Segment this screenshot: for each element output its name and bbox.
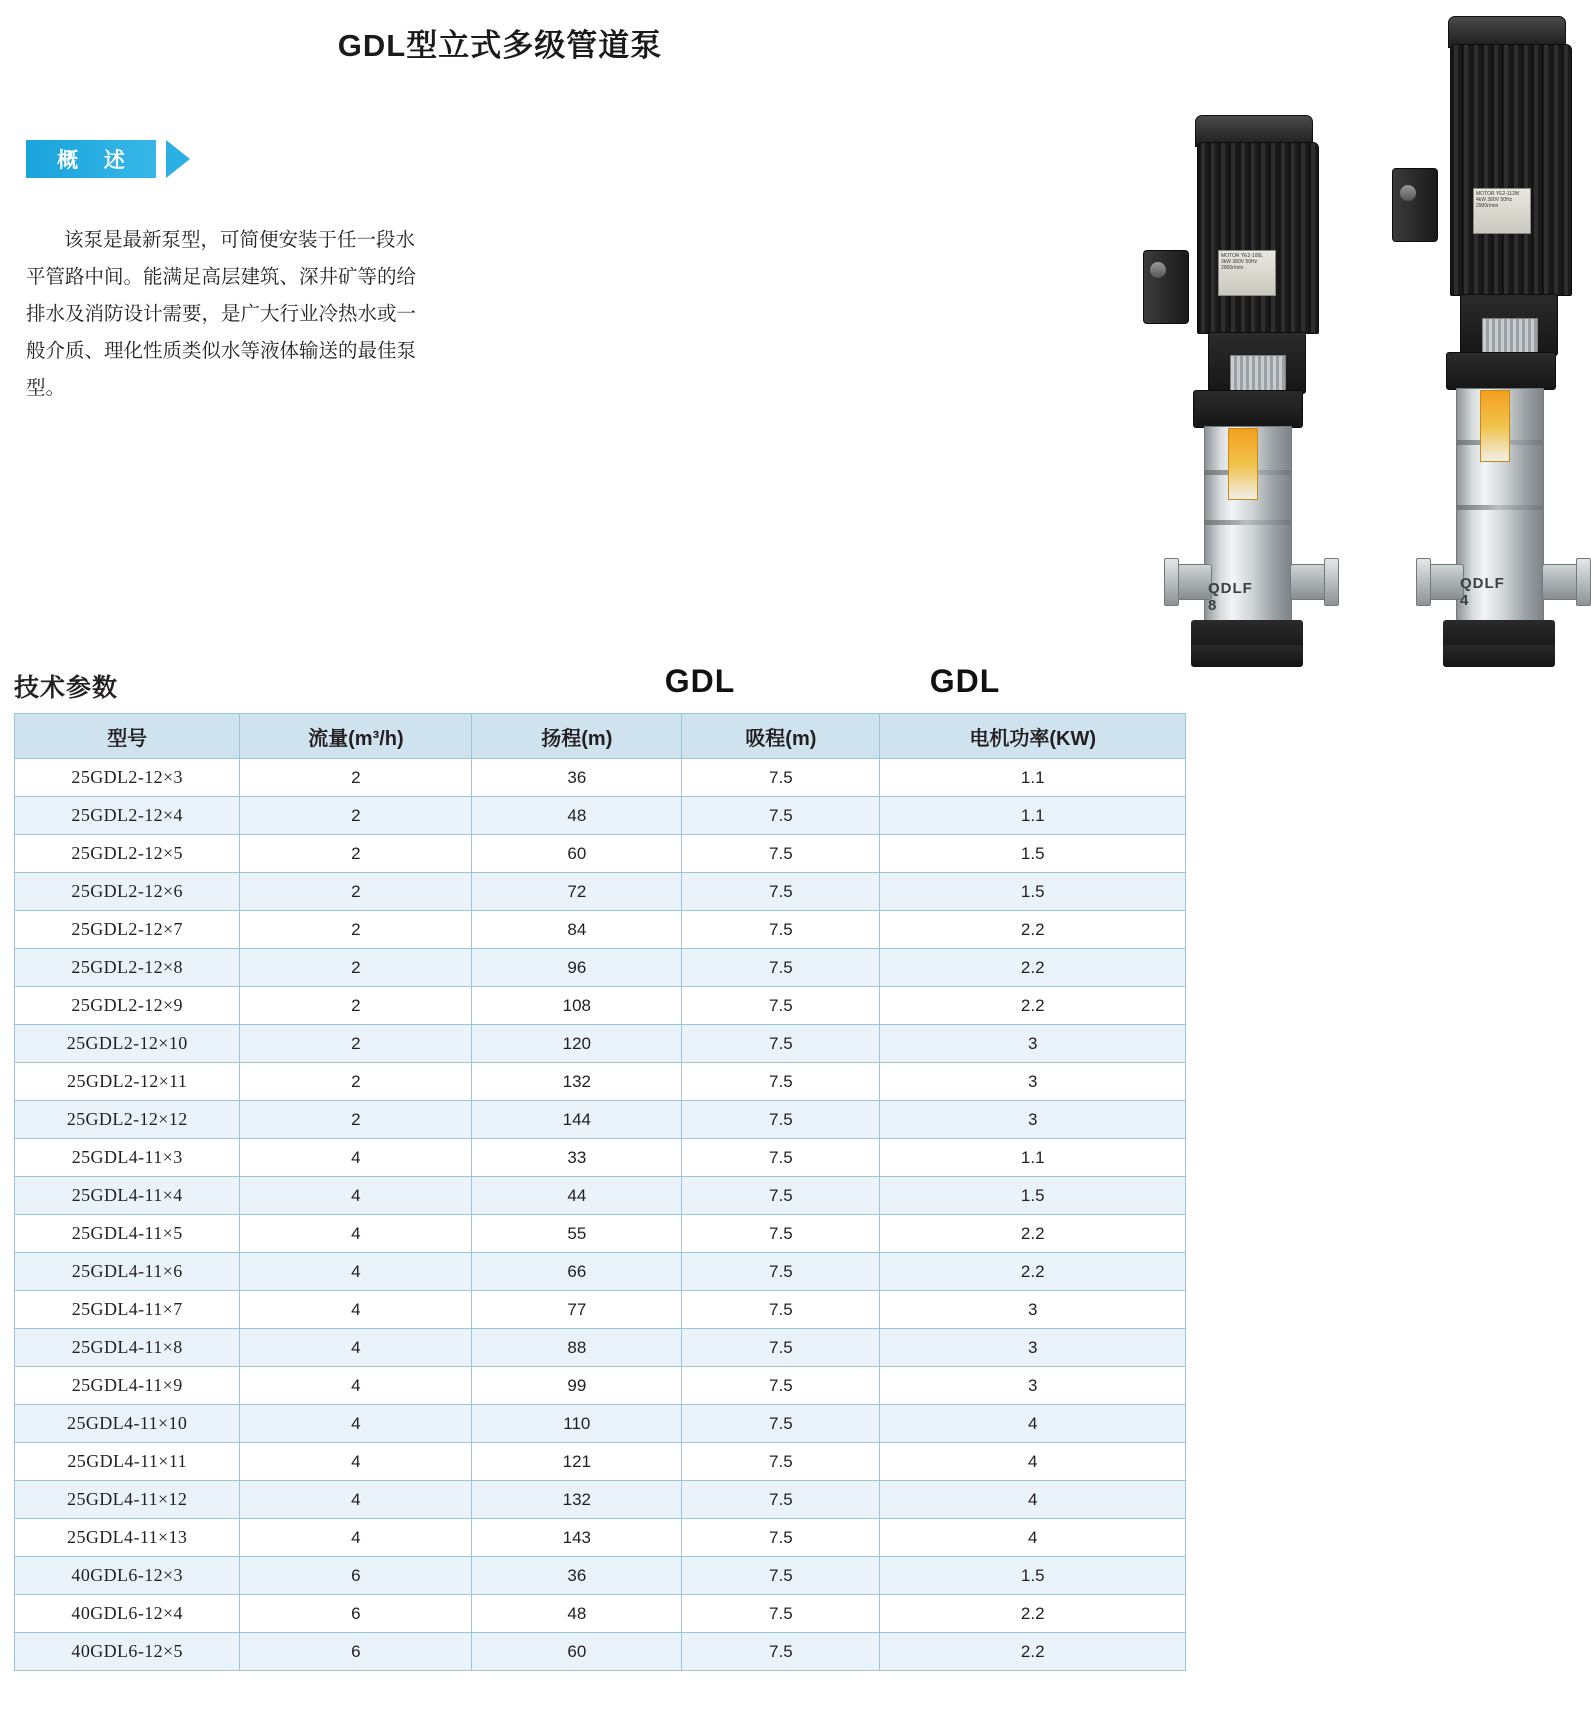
cell-flow: 2	[240, 949, 472, 987]
table-row	[15, 1215, 1186, 1253]
table-row	[15, 1025, 1186, 1063]
cell-suction: 7.5	[682, 949, 880, 987]
cell-power: 3	[880, 1367, 1186, 1405]
cell-flow: 2	[240, 1063, 472, 1101]
cell-power: 1.1	[880, 759, 1186, 797]
cell-head: 33	[472, 1139, 682, 1177]
cell-model: 25GDL2-12×11	[15, 1063, 240, 1101]
flange-end-right-1	[1416, 558, 1431, 606]
table-header-row	[15, 714, 1186, 759]
cell-power: 3	[880, 1329, 1186, 1367]
cell-suction: 7.5	[682, 1025, 880, 1063]
cell-suction: 7.5	[682, 1481, 880, 1519]
table-body	[15, 759, 1186, 1671]
cell-suction: 7.5	[682, 1519, 880, 1557]
cell-model: 25GDL4-11×11	[15, 1443, 240, 1481]
pump-caption-left: GDL	[664, 663, 736, 699]
junction-box-right	[1392, 168, 1438, 242]
cell-power: 4	[880, 1443, 1186, 1481]
table-row	[15, 1101, 1186, 1139]
cell-model: 25GDL4-11×12	[15, 1481, 240, 1519]
cell-model: 40GDL6-12×4	[15, 1595, 240, 1633]
cell-suction: 7.5	[682, 1215, 880, 1253]
arrow-right-icon	[166, 140, 190, 178]
cell-power: 1.5	[880, 1557, 1186, 1595]
cell-head: 77	[472, 1291, 682, 1329]
flange-end-left-2	[1324, 558, 1339, 606]
cell-model: 25GDL2-12×7	[15, 911, 240, 949]
cell-model: 25GDL2-12×10	[15, 1025, 240, 1063]
cell-flow: 2	[240, 797, 472, 835]
cell-power: 1.1	[880, 1139, 1186, 1177]
cell-suction: 7.5	[682, 1253, 880, 1291]
base-foot-left	[1191, 645, 1303, 667]
cell-power: 2.2	[880, 1215, 1186, 1253]
junction-knob-left	[1150, 262, 1166, 278]
cell-head: 132	[472, 1063, 682, 1101]
cell-flow: 4	[240, 1367, 472, 1405]
warning-sticker-right	[1480, 390, 1510, 462]
cell-head: 110	[472, 1405, 682, 1443]
cell-flow: 4	[240, 1329, 472, 1367]
cell-model: 25GDL4-11×7	[15, 1291, 240, 1329]
cell-flow: 2	[240, 1101, 472, 1139]
cell-flow: 4	[240, 1177, 472, 1215]
table-row	[15, 1177, 1186, 1215]
cell-head: 88	[472, 1329, 682, 1367]
table-row	[15, 1519, 1186, 1557]
overview-badge	[26, 140, 190, 178]
table-row	[15, 1405, 1186, 1443]
cell-head: 60	[472, 835, 682, 873]
cell-model: 40GDL6-12×5	[15, 1633, 240, 1671]
cell-model: 25GDL2-12×5	[15, 835, 240, 873]
table-row	[15, 1443, 1186, 1481]
cell-flow: 2	[240, 987, 472, 1025]
cell-head: 120	[472, 1025, 682, 1063]
cell-head: 144	[472, 1101, 682, 1139]
motor-body-left	[1197, 142, 1319, 334]
cell-head: 66	[472, 1253, 682, 1291]
cell-model: 25GDL4-11×6	[15, 1253, 240, 1291]
cell-flow: 2	[240, 835, 472, 873]
cell-power: 2.2	[880, 987, 1186, 1025]
product-images	[560, 0, 1520, 700]
table-row	[15, 1633, 1186, 1671]
table-row	[15, 911, 1186, 949]
cell-power: 3	[880, 1025, 1186, 1063]
section-heading-specs: 技术参数	[14, 674, 119, 702]
cell-model: 25GDL2-12×3	[15, 759, 240, 797]
cell-suction: 7.5	[682, 1139, 880, 1177]
cell-power: 4	[880, 1519, 1186, 1557]
table-row	[15, 1367, 1186, 1405]
column-header-model: 型号	[15, 714, 240, 759]
cell-suction: 7.5	[682, 1595, 880, 1633]
cell-flow: 4	[240, 1291, 472, 1329]
table-row	[15, 873, 1186, 911]
motor-nameplate-left: MOTOR YE2-100L 3kW 380V 50Hz 2900r/min	[1218, 250, 1276, 296]
table-row	[15, 1291, 1186, 1329]
cell-model: 40GDL6-12×3	[15, 1557, 240, 1595]
spec-table	[14, 713, 1186, 1671]
table-row	[15, 797, 1186, 835]
table-row	[15, 1063, 1186, 1101]
cell-power: 2.2	[880, 911, 1186, 949]
cell-model: 25GDL4-11×5	[15, 1215, 240, 1253]
table-row	[15, 949, 1186, 987]
cell-flow: 4	[240, 1481, 472, 1519]
cell-suction: 7.5	[682, 759, 880, 797]
cell-model: 25GDL2-12×12	[15, 1101, 240, 1139]
cell-flow: 2	[240, 873, 472, 911]
cell-head: 132	[472, 1481, 682, 1519]
cell-suction: 7.5	[682, 1367, 880, 1405]
cell-head: 44	[472, 1177, 682, 1215]
cell-model: 25GDL2-12×9	[15, 987, 240, 1025]
pump-brand-text-right: QDLF 4	[1460, 575, 1505, 609]
cell-flow: 4	[240, 1215, 472, 1253]
cell-flow: 2	[240, 759, 472, 797]
cell-model: 25GDL4-11×8	[15, 1329, 240, 1367]
cell-suction: 7.5	[682, 873, 880, 911]
cell-power: 4	[880, 1481, 1186, 1519]
cell-power: 3	[880, 1101, 1186, 1139]
cell-power: 3	[880, 1063, 1186, 1101]
cell-model: 25GDL4-11×9	[15, 1367, 240, 1405]
cell-power: 1.1	[880, 797, 1186, 835]
cell-head: 143	[472, 1519, 682, 1557]
warning-sticker-left	[1228, 428, 1258, 500]
cell-power: 4	[880, 1405, 1186, 1443]
base-foot-right	[1443, 645, 1555, 667]
cell-suction: 7.5	[682, 835, 880, 873]
cell-model: 25GDL4-11×4	[15, 1177, 240, 1215]
overview-badge-label: 概 述	[26, 140, 156, 178]
cell-suction: 7.5	[682, 1557, 880, 1595]
cell-flow: 6	[240, 1633, 472, 1671]
cell-head: 84	[472, 911, 682, 949]
cell-head: 72	[472, 873, 682, 911]
cell-power: 2.2	[880, 949, 1186, 987]
cell-model: 25GDL4-11×13	[15, 1519, 240, 1557]
cell-suction: 7.5	[682, 1329, 880, 1367]
table-row	[15, 759, 1186, 797]
flange-end-left-1	[1164, 558, 1179, 606]
table-row	[15, 1139, 1186, 1177]
table-row	[15, 987, 1186, 1025]
table-row	[15, 1595, 1186, 1633]
cell-suction: 7.5	[682, 1177, 880, 1215]
cell-power: 1.5	[880, 873, 1186, 911]
column-header-suction: 吸程(m)	[682, 714, 880, 759]
cell-suction: 7.5	[682, 1633, 880, 1671]
junction-knob-right	[1400, 185, 1416, 201]
pump-head-right	[1446, 352, 1556, 390]
motor-nameplate-right: MOTOR YE2-112M 4kW 380V 50Hz 2900r/min	[1473, 188, 1531, 234]
table-row	[15, 1481, 1186, 1519]
cell-power: 1.5	[880, 835, 1186, 873]
cell-head: 48	[472, 797, 682, 835]
cell-power: 3	[880, 1291, 1186, 1329]
column-header-flow: 流量(m³/h)	[240, 714, 472, 759]
cell-flow: 4	[240, 1139, 472, 1177]
cell-power: 2.2	[880, 1595, 1186, 1633]
cell-power: 1.5	[880, 1177, 1186, 1215]
cell-suction: 7.5	[682, 1101, 880, 1139]
column-header-head: 扬程(m)	[472, 714, 682, 759]
cell-model: 25GDL2-12×4	[15, 797, 240, 835]
cell-suction: 7.5	[682, 1063, 880, 1101]
cell-head: 36	[472, 759, 682, 797]
cell-head: 60	[472, 1633, 682, 1671]
cell-model: 25GDL4-11×3	[15, 1139, 240, 1177]
cell-suction: 7.5	[682, 1291, 880, 1329]
cell-suction: 7.5	[682, 1443, 880, 1481]
cell-head: 96	[472, 949, 682, 987]
cell-flow: 4	[240, 1253, 472, 1291]
cell-head: 108	[472, 987, 682, 1025]
pump-band-left-2	[1204, 520, 1290, 525]
cell-suction: 7.5	[682, 987, 880, 1025]
pump-band-right-2	[1456, 505, 1542, 510]
cell-model: 25GDL4-11×10	[15, 1405, 240, 1443]
cell-flow: 2	[240, 911, 472, 949]
table-row	[15, 1557, 1186, 1595]
pump-brand-text-left: QDLF 8	[1208, 580, 1253, 614]
pump-caption-right: GDL	[929, 663, 1001, 699]
column-header-power: 电机功率(KW)	[880, 714, 1186, 759]
cell-power: 2.2	[880, 1633, 1186, 1671]
page-title: GDL型立式多级管道泵	[337, 28, 663, 63]
table-row	[15, 835, 1186, 873]
motor-body-right	[1450, 44, 1572, 296]
cell-suction: 7.5	[682, 1405, 880, 1443]
cell-suction: 7.5	[682, 797, 880, 835]
table-row	[15, 1253, 1186, 1291]
cell-power: 2.2	[880, 1253, 1186, 1291]
cell-flow: 2	[240, 1025, 472, 1063]
cell-head: 48	[472, 1595, 682, 1633]
cell-flow: 6	[240, 1557, 472, 1595]
cell-head: 99	[472, 1367, 682, 1405]
cell-model: 25GDL2-12×6	[15, 873, 240, 911]
cell-flow: 4	[240, 1519, 472, 1557]
cell-flow: 4	[240, 1405, 472, 1443]
pump-head-left	[1193, 390, 1303, 428]
cell-flow: 6	[240, 1595, 472, 1633]
junction-box-left	[1143, 250, 1189, 324]
cell-flow: 4	[240, 1443, 472, 1481]
cell-head: 36	[472, 1557, 682, 1595]
intro-paragraph: 该泵是最新泵型，可简便安装于任一段水平管路中间。能满足高层建筑、深井矿等的给排水及消防设计需要，是广大行业冷热水或一般介质、理化性质类似水等液体输送的最佳泵型。	[26, 229, 417, 399]
cell-model: 25GDL2-12×8	[15, 949, 240, 987]
cell-head: 121	[472, 1443, 682, 1481]
cell-suction: 7.5	[682, 911, 880, 949]
cell-head: 55	[472, 1215, 682, 1253]
flange-end-right-2	[1576, 558, 1591, 606]
table-row	[15, 1329, 1186, 1367]
